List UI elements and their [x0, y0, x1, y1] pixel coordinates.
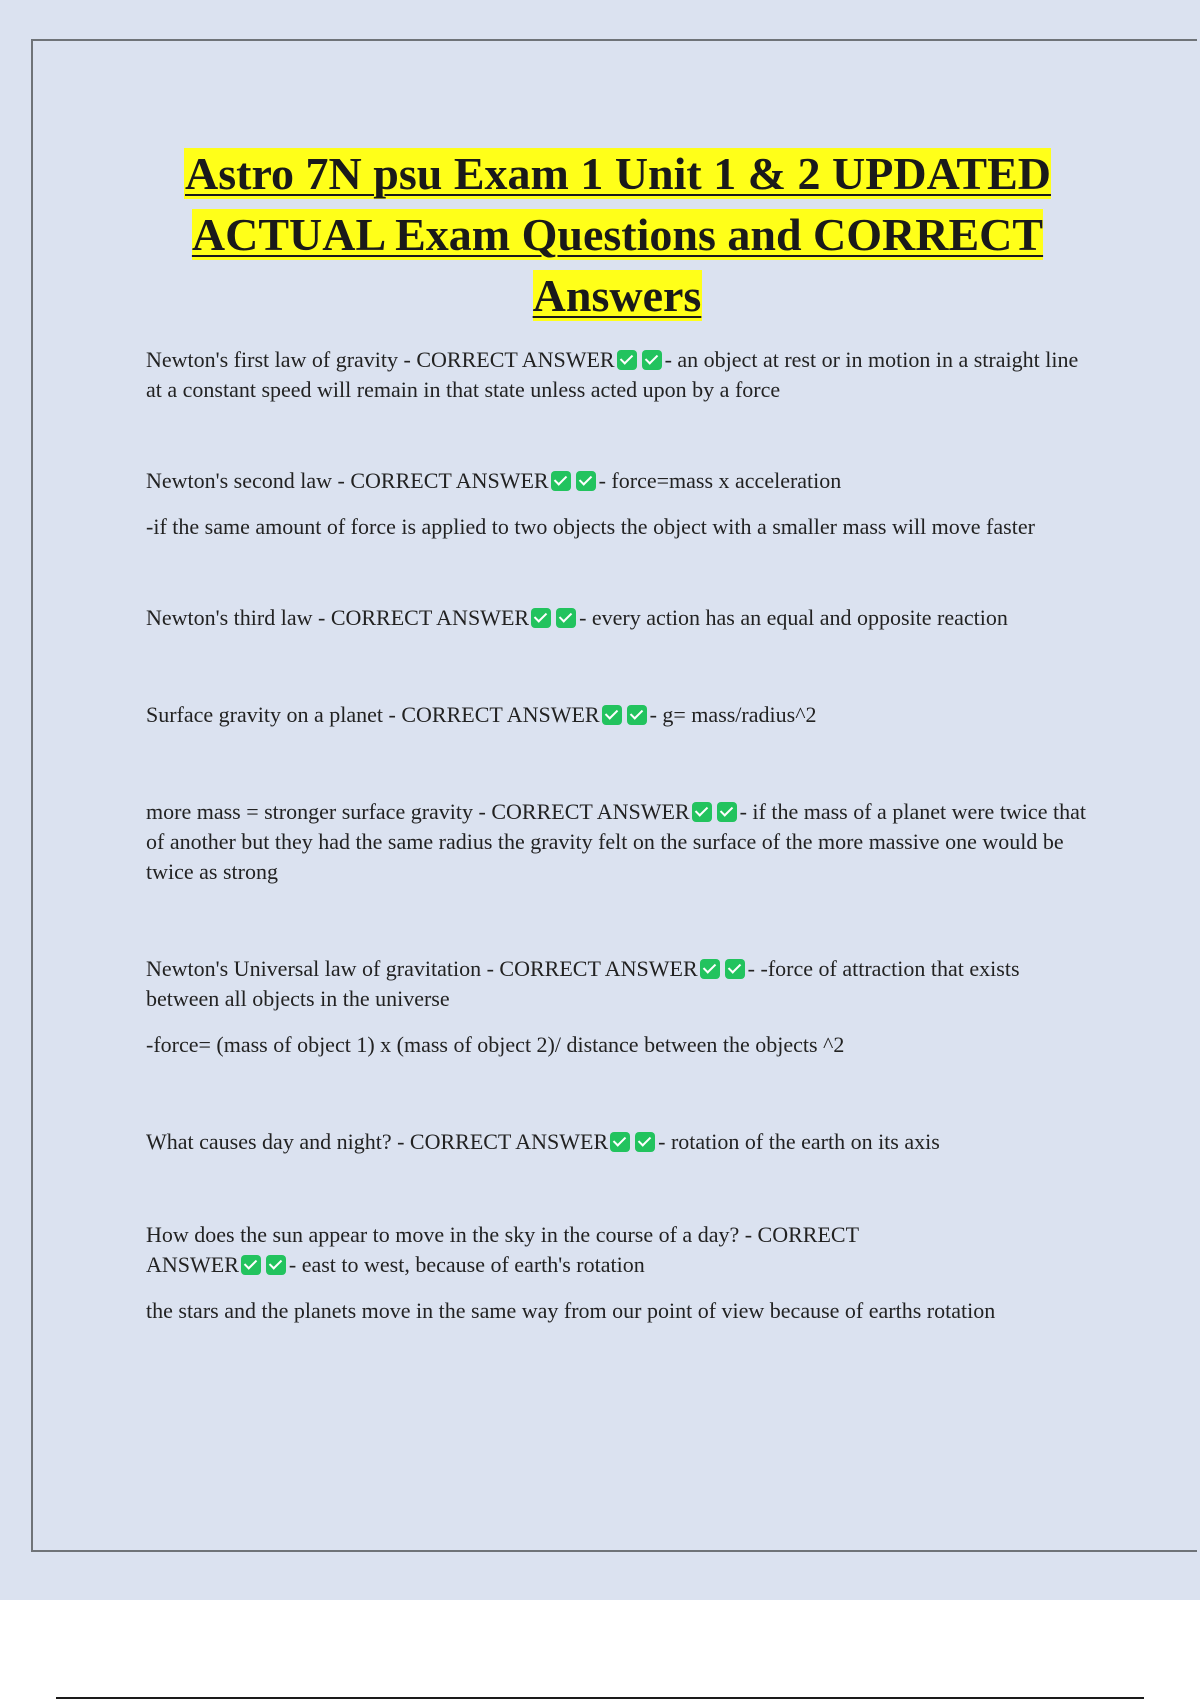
question-term: Newton's second law - CORRECT ANSWER — [146, 468, 549, 493]
footer-rule — [56, 1697, 1144, 1699]
qa-entry — [146, 797, 1098, 887]
check-box-icon — [266, 1255, 286, 1275]
question-term: Newton's Universal law of gravitation - CORRECT ANSWER — [146, 956, 698, 981]
check-box-icon — [627, 705, 647, 725]
qa-entry — [146, 345, 1098, 405]
title-highlight: Astro 7N psu Exam 1 Unit 1 & 2 UPDATED ACTUAL Exam Questions and CORRECT Answers — [185, 148, 1051, 321]
qa-entry — [146, 466, 1098, 542]
check-box-icon — [617, 350, 637, 370]
check-box-icon — [576, 471, 596, 491]
title-block — [130, 143, 1105, 326]
answer-text: - an object at rest or in motion in a straight line at a constant speed will remain in that state unless acted upon by a force — [146, 347, 1079, 402]
check-box-icon — [725, 959, 745, 979]
answer-text: - east to west, because of earth's rotation — [288, 1252, 645, 1277]
answer-text: - -force of attraction that exists between all objects in the universe — [146, 956, 1020, 1011]
qa-line — [146, 466, 1098, 496]
question-term: How does the sun appear to move in the sky in the course of a day? - CORRECT ANSWER — [146, 1222, 859, 1277]
qa-entry — [146, 700, 1098, 730]
qa-line — [146, 1220, 1098, 1280]
qa-line — [146, 1127, 1098, 1157]
check-box-icon — [556, 608, 576, 628]
check-box-icon — [610, 1132, 630, 1152]
answer-detail: the stars and the planets move in the same way from our point of view because of earths rotation — [146, 1298, 996, 1323]
qa-entry — [146, 603, 1098, 633]
qa-line — [146, 797, 1098, 887]
document-title — [130, 143, 1105, 326]
qa-entry — [146, 1220, 1098, 1326]
check-box-icon — [700, 959, 720, 979]
answer-detail: -if the same amount of force is applied to two objects the object with a smaller mass will move faster — [146, 514, 1035, 539]
qa-entry — [146, 954, 1098, 1060]
question-term: Surface gravity on a planet - CORRECT ANSWER — [146, 702, 600, 727]
qa-line — [146, 603, 1098, 633]
check-box-icon — [692, 802, 712, 822]
question-term: Newton's first law of gravity - CORRECT ANSWER — [146, 347, 615, 372]
qa-list — [146, 345, 1098, 1326]
answer-detail: -force= (mass of object 1) x (mass of object 2)/ distance between the objects ^2 — [146, 1032, 845, 1057]
qa-entry — [146, 1127, 1098, 1157]
question-term: Newton's third law - CORRECT ANSWER — [146, 605, 530, 630]
check-box-icon — [551, 471, 571, 491]
question-term: more mass = stronger surface gravity - CORRECT ANSWER — [146, 799, 690, 824]
check-box-icon — [635, 1132, 655, 1152]
answer-text: - if the mass of a planet were twice that of another but they had the same radius the gravity felt on the surface of the more massive one would be twice as strong — [146, 799, 1086, 884]
answer-text: - g= mass/radius^2 — [649, 702, 817, 727]
answer-text: - every action has an equal and opposite reaction — [579, 605, 1008, 630]
check-box-icon — [602, 705, 622, 725]
check-box-icon — [642, 350, 662, 370]
answer-text: - rotation of the earth on its axis — [658, 1129, 940, 1154]
qa-line — [146, 345, 1098, 405]
check-box-icon — [717, 802, 737, 822]
qa-line — [146, 700, 1098, 730]
check-box-icon — [241, 1255, 261, 1275]
qa-line — [146, 954, 1098, 1014]
question-term: What causes day and night? - CORRECT ANSWER — [146, 1129, 609, 1154]
answer-text: - force=mass x acceleration — [598, 468, 842, 493]
check-box-icon — [531, 608, 551, 628]
